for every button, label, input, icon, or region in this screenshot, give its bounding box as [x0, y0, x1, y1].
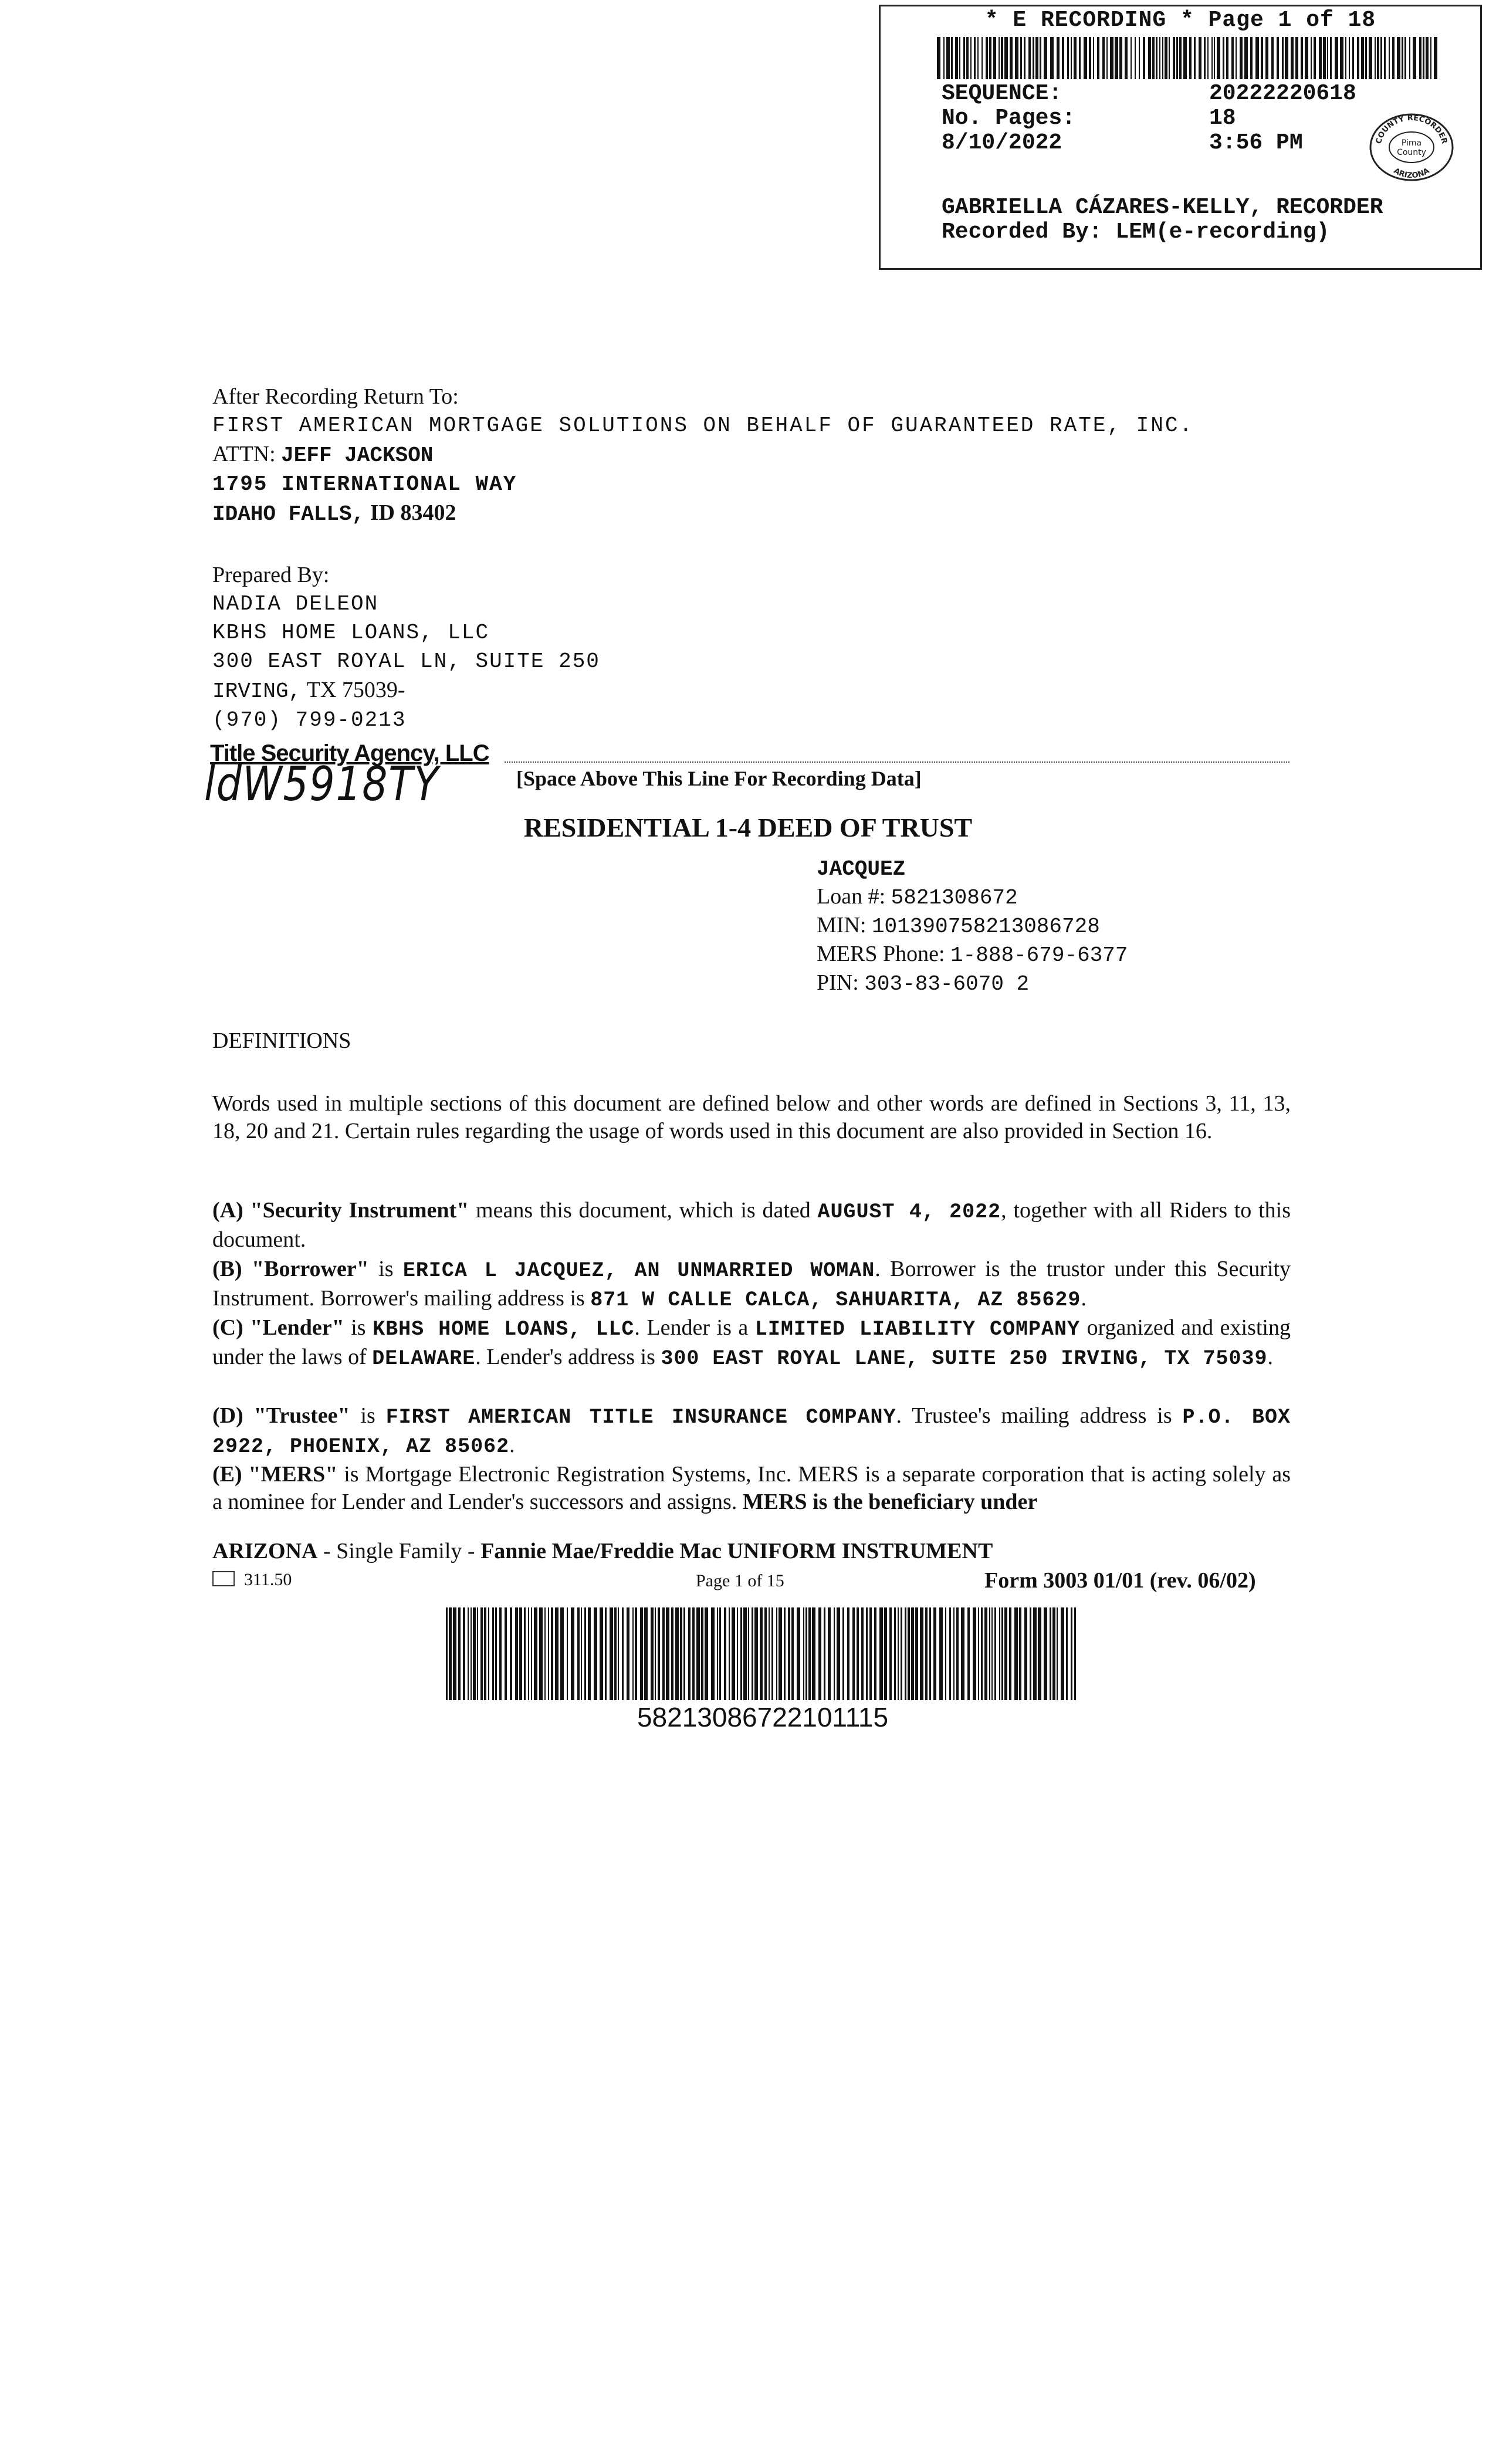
barcode-number: 58213086722101115	[637, 1702, 889, 1732]
trustee-address: P.O. BOX 2922, PHOENIX, AZ 85062	[212, 1406, 1291, 1458]
pin-value: 303-83-6070 2	[864, 972, 1030, 996]
seal-center-1: Pima	[1401, 138, 1422, 148]
stamp-header: * E RECORDING * Page 1 of 18	[984, 8, 1376, 33]
min-value: 101390758213086728	[871, 915, 1100, 939]
space-above-note: [Space Above This Line For Recording Data]	[516, 767, 922, 790]
definition-e-label: (E) "MERS"	[212, 1462, 338, 1487]
pages-value: 18	[1209, 106, 1236, 131]
min-label: MIN:	[817, 913, 867, 937]
return-to-state-zip: ID 83402	[370, 500, 456, 525]
definition-b-text1: is	[368, 1257, 403, 1281]
mers-phone-value: 1-888-679-6377	[950, 943, 1128, 967]
borrower-surname: JACQUEZ	[817, 857, 906, 881]
stamp-barcode	[937, 37, 1441, 79]
definitions-intro: Words used in multiple sections of this document are defined below and other words are defined in Sections 3, 11, 13, 18, 20 and 21. Certain rules regarding the usage of words used in this document are also provided in Section 16.	[212, 1091, 1291, 1143]
definition-b-text2: . Borrower is the trustor under this Security Instrument. Borrower's mailing address is	[212, 1257, 1291, 1311]
borrower-name: ERICA L JACQUEZ, AN UNMARRIED WOMAN	[402, 1259, 875, 1282]
recording-date: 8/10/2022	[942, 130, 1062, 155]
definition-d-text1: is	[350, 1403, 386, 1428]
title-agency: Title Security Agency, LLC	[210, 740, 489, 766]
definition-e-bold: MERS is the beneficiary under	[742, 1490, 1038, 1514]
document-title: RESIDENTIAL 1-4 DEED OF TRUST	[523, 813, 973, 842]
loan-info-block	[817, 855, 1128, 998]
definition-e-text1: is Mortgage Electronic Registration Systems, Inc. MERS is a separate corporation that is acting solely as a nominee for Lender and Lender's successors and assigns.	[212, 1462, 1291, 1514]
pin-label: PIN:	[817, 970, 859, 995]
return-to-line1: FIRST AMERICAN MORTGAGE SOLUTIONS ON BEHALF OF GUARANTEED RATE, INC.	[212, 414, 1194, 438]
lender-entity-type: LIMITED LIABILITY COMPANY	[754, 1318, 1081, 1341]
vendor-logo-icon	[212, 1571, 235, 1586]
pages-label: No. Pages:	[942, 106, 1076, 131]
mers-phone-label: MERS Phone:	[817, 942, 945, 966]
form-footer-line1	[212, 1538, 993, 1564]
prepared-by-block	[212, 561, 600, 735]
instrument-date: AUGUST 4, 2022	[817, 1200, 1001, 1224]
lender-address: 300 EAST ROYAL LANE, SUITE 250 IRVING, TX 75039	[661, 1347, 1268, 1370]
definition-b-label: (B) "Borrower"	[212, 1257, 369, 1281]
return-to-label: After Recording Return To:	[212, 384, 459, 409]
seal-center-2: County	[1397, 148, 1426, 157]
form-code-text: 311.50	[244, 1570, 292, 1589]
definition-c-text4: . Lender's address is	[475, 1345, 661, 1369]
preparer-name: NADIA DELEON	[212, 592, 379, 616]
page-number: Page 1 of 15	[696, 1571, 784, 1590]
footer-state: ARIZONA	[212, 1539, 318, 1563]
footer-family: - Single Family -	[317, 1539, 481, 1563]
definition-d-label: (D) "Trustee"	[212, 1403, 350, 1428]
attn-value: JEFF JACKSON	[281, 444, 434, 468]
definition-d-text2: . Trustee's mailing address is	[896, 1403, 1183, 1428]
preparer-street: 300 EAST ROYAL LN, SUITE 250	[212, 649, 600, 673]
return-to-block	[212, 383, 1194, 529]
preparer-phone: (970) 799-0213	[212, 708, 407, 732]
definition-c-text2: . Lender is a	[634, 1315, 755, 1340]
definition-d	[212, 1402, 1291, 1461]
footer-barcode	[446, 1607, 1079, 1700]
recording-divider	[505, 761, 1289, 763]
definition-e	[212, 1461, 1291, 1516]
definition-c-text3: organized and existing under the laws of	[212, 1315, 1291, 1369]
sequence-value: 20222220618	[1209, 81, 1356, 106]
prepared-by-label: Prepared By:	[212, 563, 330, 587]
definition-a	[212, 1197, 1291, 1254]
seal-bottom-text: ARIZONA	[1392, 166, 1431, 181]
definition-b-text3: .	[1081, 1286, 1087, 1311]
attn-label: ATTN:	[212, 442, 276, 466]
preparer-company: KBHS HOME LOANS, LLC	[212, 621, 490, 645]
recorded-by: Recorded By: LEM(e-recording)	[942, 219, 1330, 245]
definition-b	[212, 1255, 1291, 1314]
trustee-name: FIRST AMERICAN TITLE INSURANCE COMPANY	[385, 1406, 896, 1429]
return-to-street: 1795 INTERNATIONAL WAY	[212, 472, 517, 496]
lender-state: DELAWARE	[372, 1347, 476, 1370]
lender-name: KBHS HOME LOANS, LLC	[373, 1318, 635, 1341]
borrower-address: 871 W CALLE CALCA, SAHUARITA, AZ 85629	[590, 1288, 1081, 1312]
footer-instrument: Fannie Mae/Freddie Mac UNIFORM INSTRUMENT	[480, 1539, 993, 1563]
recording-time: 3:56 PM	[1209, 130, 1303, 155]
loan-number-label: Loan #:	[817, 884, 886, 909]
handwritten-note: ldW5918TY	[204, 757, 439, 811]
seal-top-text: COUNTY RECORDER	[1374, 113, 1449, 145]
definition-a-text2: , together with all Riders to this document.	[212, 1198, 1291, 1252]
definition-c-text1: is	[344, 1315, 373, 1340]
loan-number-value: 5821308672	[891, 886, 1018, 910]
county-seal-icon	[1368, 112, 1456, 182]
definition-a-label: (A) "Security Instrument"	[212, 1198, 469, 1223]
definition-d-text3: .	[509, 1433, 515, 1457]
definition-c-text5: .	[1267, 1345, 1274, 1369]
form-code	[212, 1570, 292, 1590]
recorder-name: GABRIELLA CÁZARES-KELLY, RECORDER	[942, 195, 1383, 220]
definition-a-text1: means this document, which is dated	[469, 1198, 818, 1223]
definition-c	[212, 1314, 1291, 1373]
preparer-state-zip: TX 75039-	[306, 678, 405, 702]
recording-stamp	[879, 5, 1482, 270]
definitions-heading: DEFINITIONS	[212, 1028, 351, 1053]
sequence-label: SEQUENCE:	[942, 81, 1062, 106]
preparer-city: IRVING,	[212, 679, 302, 703]
definition-c-label: (C) "Lender"	[212, 1315, 344, 1340]
form-number: Form 3003 01/01 (rev. 06/02)	[984, 1568, 1256, 1593]
return-to-city: IDAHO FALLS,	[212, 502, 365, 526]
